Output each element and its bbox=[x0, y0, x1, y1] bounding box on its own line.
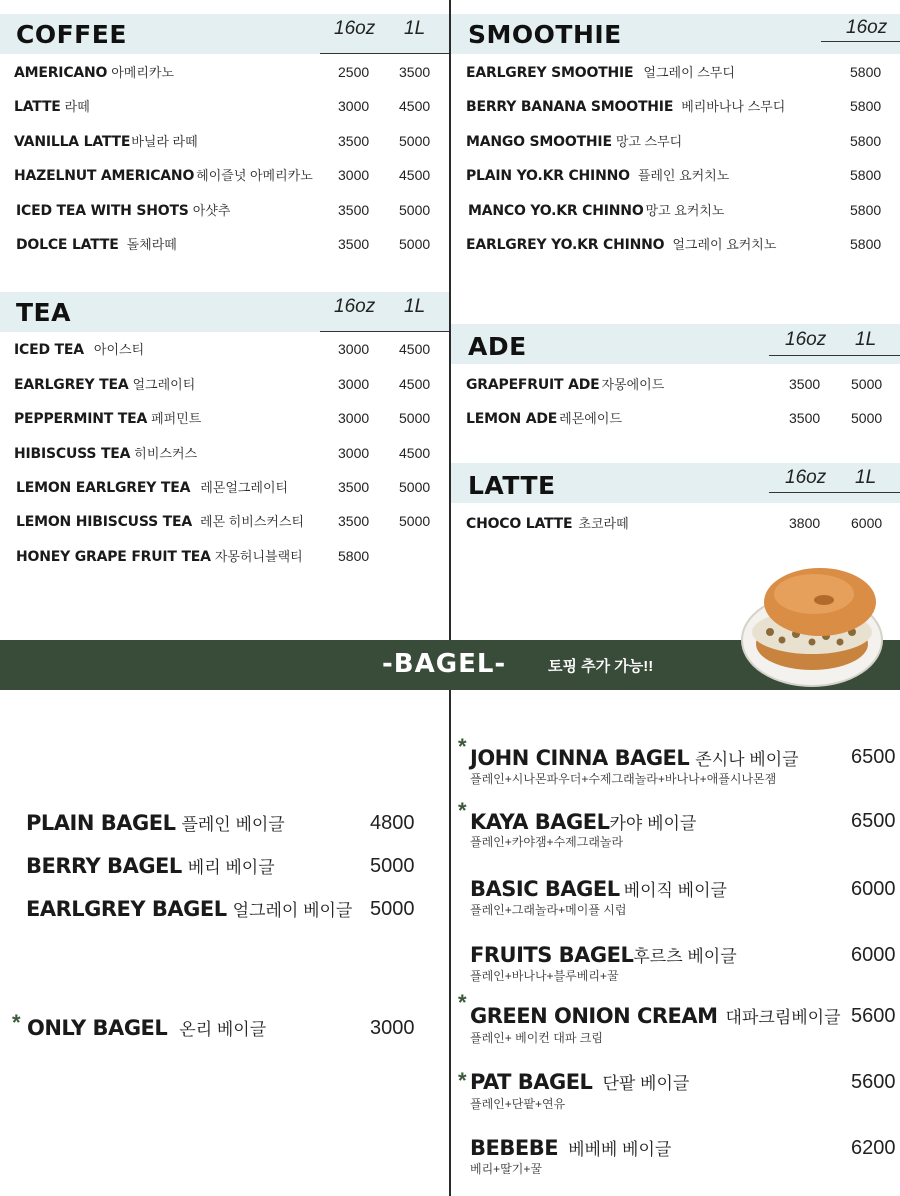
price-16oz: 3000 bbox=[338, 445, 370, 461]
banner-title: -BAGEL- bbox=[382, 649, 507, 679]
price-16oz: 5800 bbox=[338, 548, 370, 564]
menu-row bbox=[14, 374, 195, 398]
item-name: EARLGREY TEA bbox=[14, 377, 129, 393]
bagel-row bbox=[470, 1003, 841, 1029]
item-name: EARLGREY YO.KR CHINNO bbox=[466, 237, 665, 253]
item-name-ko: 얼그레이티 bbox=[132, 377, 196, 392]
price-16oz: 3500 bbox=[338, 479, 370, 495]
col-16oz: 16oz bbox=[846, 17, 888, 38]
item-name: DOLCE LATTE bbox=[16, 237, 119, 253]
bagel-row bbox=[470, 1135, 671, 1161]
item-name: ICED TEA bbox=[14, 342, 84, 358]
price-16oz: 5800 bbox=[850, 98, 882, 114]
section-title-coffee: COFFEE bbox=[16, 20, 127, 49]
bagel-name-ko: 온리 베이글 bbox=[179, 1020, 267, 1039]
bagel-price: 5000 bbox=[370, 898, 415, 920]
price-16oz: 3000 bbox=[338, 410, 370, 426]
menu-row bbox=[466, 62, 735, 86]
menu-row bbox=[466, 408, 622, 432]
price-1l: 5000 bbox=[399, 133, 431, 149]
price-1l: 5000 bbox=[399, 513, 431, 529]
asterisk-icon: * bbox=[458, 1068, 467, 1093]
bagel-row bbox=[470, 745, 799, 771]
menu-row bbox=[14, 443, 197, 467]
item-name: MANGO SMOOTHIE bbox=[466, 134, 612, 150]
price-1l: 5000 bbox=[399, 479, 431, 495]
item-name: LEMON EARLGREY TEA bbox=[16, 480, 191, 496]
bagel-name-ko: 대파크림베이글 bbox=[725, 1008, 841, 1027]
bagel-ingredients: 플레인+카야잼+수제그래놀라 bbox=[470, 835, 624, 849]
bagel-name: ONLY BAGEL bbox=[27, 1016, 168, 1040]
bagel-name: BERRY BAGEL bbox=[26, 854, 182, 878]
bagel-hole bbox=[814, 595, 834, 605]
header-underline bbox=[769, 492, 900, 493]
menu-row bbox=[466, 374, 664, 398]
column-divider-bottom bbox=[449, 690, 451, 1196]
price-16oz: 5800 bbox=[850, 133, 882, 149]
section-title-tea: TEA bbox=[16, 298, 71, 327]
bagel-row bbox=[27, 1015, 266, 1041]
bagel-ingredients: 플레인+단팥+연유 bbox=[470, 1097, 566, 1111]
item-name-ko: 레몬 히비스커스티 bbox=[200, 514, 305, 529]
item-name-ko: 얼그레이 요커치노 bbox=[672, 237, 777, 252]
bagel-row bbox=[26, 853, 275, 879]
bagel-top-shine bbox=[774, 574, 854, 614]
menu-row bbox=[16, 234, 177, 258]
item-name-ko: 자몽허니블랙티 bbox=[214, 549, 303, 564]
menu-row bbox=[14, 131, 198, 155]
section-title-ade: ADE bbox=[468, 332, 527, 361]
col-1l: 1L bbox=[855, 329, 877, 350]
item-name-ko: 얼그레이 스무디 bbox=[643, 65, 735, 80]
bagel-name: KAYA BAGEL bbox=[470, 810, 610, 834]
menu-row bbox=[16, 200, 230, 224]
price-16oz: 3500 bbox=[789, 376, 821, 392]
bagel-row bbox=[470, 876, 727, 902]
price-16oz: 3000 bbox=[338, 341, 370, 357]
banner-note: 토핑 추가 가능!! bbox=[548, 658, 654, 675]
menu-row bbox=[14, 408, 201, 432]
price-16oz: 3500 bbox=[338, 202, 370, 218]
item-name-ko: 아샷추 bbox=[192, 203, 231, 218]
asterisk-icon: * bbox=[458, 990, 467, 1015]
section-title-smoothie: SMOOTHIE bbox=[468, 20, 622, 49]
item-name: BERRY BANANA SMOOTHIE bbox=[466, 99, 674, 115]
bagel-price: 6500 bbox=[851, 810, 896, 832]
price-1l: 4500 bbox=[399, 376, 431, 392]
price-16oz: 3500 bbox=[338, 133, 370, 149]
price-16oz: 2500 bbox=[338, 64, 370, 80]
coffee-header bbox=[0, 14, 449, 54]
menu-row bbox=[466, 513, 629, 537]
item-name: CHOCO LATTE bbox=[466, 516, 573, 532]
item-name-ko: 레몬에이드 bbox=[559, 411, 622, 426]
price-1l: 5000 bbox=[399, 202, 431, 218]
header-underline bbox=[320, 331, 449, 332]
bagel-name-ko: 플레인 베이글 bbox=[181, 815, 285, 834]
smoothie-header bbox=[451, 14, 900, 54]
bagel-ingredients: 베리+딸기+꿀 bbox=[470, 1162, 542, 1176]
header-underline bbox=[769, 355, 900, 356]
bagel-ingredients: 플레인+ 베이컨 대파 크림 bbox=[470, 1031, 603, 1045]
price-16oz: 3500 bbox=[338, 236, 370, 252]
price-16oz: 5800 bbox=[850, 167, 882, 183]
col-1l: 1L bbox=[404, 18, 426, 39]
bagel-name: PAT BAGEL bbox=[470, 1070, 593, 1094]
asterisk-icon: * bbox=[12, 1010, 21, 1035]
bagel-row bbox=[470, 942, 737, 968]
price-1l: 5000 bbox=[851, 376, 883, 392]
bagel-row bbox=[470, 1069, 689, 1095]
item-name: MANCO YO.KR CHINNO bbox=[468, 203, 644, 219]
item-name-ko: 히비스커스 bbox=[134, 446, 198, 461]
item-name: EARLGREY SMOOTHIE bbox=[466, 65, 634, 81]
asterisk-icon: * bbox=[458, 734, 467, 759]
menu-row bbox=[16, 546, 303, 570]
item-name-ko: 헤이즐넛 아메리카노 bbox=[196, 168, 313, 183]
price-16oz: 3000 bbox=[338, 376, 370, 392]
item-name-ko: 망고 스무디 bbox=[615, 134, 683, 149]
item-name: LEMON ADE bbox=[466, 411, 558, 427]
menu-row bbox=[14, 165, 313, 189]
item-name-ko: 라떼 bbox=[64, 99, 90, 114]
price-16oz: 5800 bbox=[850, 64, 882, 80]
col-16oz: 16oz bbox=[334, 18, 376, 39]
price-1l: 4500 bbox=[399, 167, 431, 183]
item-name-ko: 자몽에이드 bbox=[601, 377, 665, 392]
bagel-ingredients: 플레인+그래놀라+메이플 시럽 bbox=[470, 903, 627, 917]
bagel-name: BASIC BAGEL bbox=[470, 877, 620, 901]
menu-row bbox=[14, 62, 174, 86]
col-16oz: 16oz bbox=[334, 296, 376, 317]
bagel-name-ko: 베베베 베이글 bbox=[568, 1140, 672, 1159]
price-1l: 4500 bbox=[399, 445, 431, 461]
item-name-ko: 베리바나나 스무디 bbox=[681, 99, 786, 114]
bagel-name-ko: 존시나 베이글 bbox=[695, 750, 799, 769]
bagel-price: 6200 bbox=[851, 1137, 896, 1159]
bagel-price: 3000 bbox=[370, 1017, 415, 1039]
bagel-price: 6000 bbox=[851, 944, 896, 966]
header-underline bbox=[320, 53, 449, 54]
item-name: PEPPERMINT TEA bbox=[14, 411, 148, 427]
price-1l: 3500 bbox=[399, 64, 431, 80]
price-1l: 5000 bbox=[851, 410, 883, 426]
item-name: LEMON HIBISCUSS TEA bbox=[16, 514, 192, 530]
item-name: ICED TEA WITH SHOTS bbox=[16, 203, 189, 219]
price-1l: 4500 bbox=[399, 341, 431, 357]
bagel-name-ko: 베이직 베이글 bbox=[623, 881, 727, 900]
bagel-price: 6500 bbox=[851, 746, 896, 768]
bagel-name: BEBEBE bbox=[470, 1136, 559, 1160]
bagel-name: FRUITS BAGEL bbox=[470, 943, 634, 967]
bagel-ingredients: 플레인+바나나+블루베리+꿀 bbox=[470, 969, 619, 983]
ade-header bbox=[451, 324, 900, 364]
item-name: PLAIN YO.KR CHINNO bbox=[466, 168, 630, 184]
bagel-name: PLAIN BAGEL bbox=[26, 811, 176, 835]
bagel-name-ko: 단팥 베이글 bbox=[602, 1074, 690, 1093]
item-name: AMERICANO bbox=[14, 65, 108, 81]
bagel-name: JOHN CINNA BAGEL bbox=[470, 746, 690, 770]
item-name-ko: 돌체라떼 bbox=[126, 237, 177, 252]
menu-row bbox=[14, 339, 144, 363]
item-name: VANILLA LATTE bbox=[14, 134, 131, 150]
price-16oz: 3500 bbox=[789, 410, 821, 426]
bagel-price: 6000 bbox=[851, 878, 896, 900]
bagel-price: 5600 bbox=[851, 1071, 896, 1093]
item-name-ko: 망고 요커치노 bbox=[645, 203, 725, 218]
bagel-price: 5600 bbox=[851, 1005, 896, 1027]
bagel-photo bbox=[740, 562, 884, 690]
section-title-latte: LATTE bbox=[468, 471, 556, 500]
bagel-price: 4800 bbox=[370, 812, 415, 834]
price-16oz: 3800 bbox=[789, 515, 821, 531]
item-name-ko: 페퍼민트 bbox=[151, 411, 202, 426]
menu-row bbox=[468, 200, 725, 224]
item-name-ko: 플레인 요커치노 bbox=[637, 168, 730, 183]
bagel-ingredients: 플레인+시나몬파우더+수제그래놀라+바나나+애플시나몬잼 bbox=[470, 772, 777, 786]
col-16oz: 16oz bbox=[785, 329, 827, 350]
bagel-name: EARLGREY BAGEL bbox=[26, 897, 227, 921]
item-name: HIBISCUSS TEA bbox=[14, 446, 131, 462]
asterisk-icon: * bbox=[458, 798, 467, 823]
price-16oz: 3000 bbox=[338, 167, 370, 183]
bagel-price: 5000 bbox=[370, 855, 415, 877]
bagel-name-ko: 베리 베이글 bbox=[187, 858, 275, 877]
item-name-ko: 아메리카노 bbox=[111, 65, 175, 80]
menu-row bbox=[14, 96, 90, 120]
item-name-ko: 아이스티 bbox=[93, 342, 145, 357]
header-underline bbox=[821, 41, 900, 42]
price-1l: 6000 bbox=[851, 515, 883, 531]
menu-row bbox=[16, 511, 304, 535]
bagel-name-ko: 카야 베이글 bbox=[609, 814, 697, 833]
menu-row bbox=[466, 96, 785, 120]
item-name: HONEY GRAPE FRUIT TEA bbox=[16, 549, 211, 565]
item-name: LATTE bbox=[14, 99, 61, 115]
bagel-name-ko: 후르츠 베이글 bbox=[633, 947, 737, 966]
bagel-row bbox=[470, 809, 696, 835]
price-16oz: 3500 bbox=[338, 513, 370, 529]
menu-row bbox=[466, 234, 776, 258]
tea-header bbox=[0, 292, 449, 332]
bagel-name-ko: 얼그레이 베이글 bbox=[232, 901, 353, 920]
price-16oz: 5800 bbox=[850, 202, 882, 218]
price-16oz: 3000 bbox=[338, 98, 370, 114]
price-16oz: 5800 bbox=[850, 236, 882, 252]
col-1l: 1L bbox=[855, 467, 877, 488]
menu-row bbox=[466, 131, 682, 155]
bagel-name: GREEN ONION CREAM bbox=[470, 1004, 718, 1028]
item-name-ko: 레몬얼그레이티 bbox=[200, 480, 289, 495]
price-1l: 5000 bbox=[399, 236, 431, 252]
menu-row bbox=[466, 165, 729, 189]
item-name-ko: 바닐라 라떼 bbox=[131, 134, 198, 149]
item-name-ko: 초코라떼 bbox=[578, 516, 629, 531]
latte-header bbox=[451, 463, 900, 503]
col-1l: 1L bbox=[404, 296, 426, 317]
item-name: GRAPEFRUIT ADE bbox=[466, 377, 600, 393]
col-16oz: 16oz bbox=[785, 467, 827, 488]
price-1l: 4500 bbox=[399, 98, 431, 114]
price-1l: 5000 bbox=[399, 410, 431, 426]
bagel-row bbox=[26, 810, 285, 836]
menu-row bbox=[16, 477, 288, 501]
item-name: HAZELNUT AMERICANO bbox=[14, 168, 195, 184]
column-divider-top bbox=[449, 0, 451, 640]
bagel-row bbox=[26, 896, 352, 922]
